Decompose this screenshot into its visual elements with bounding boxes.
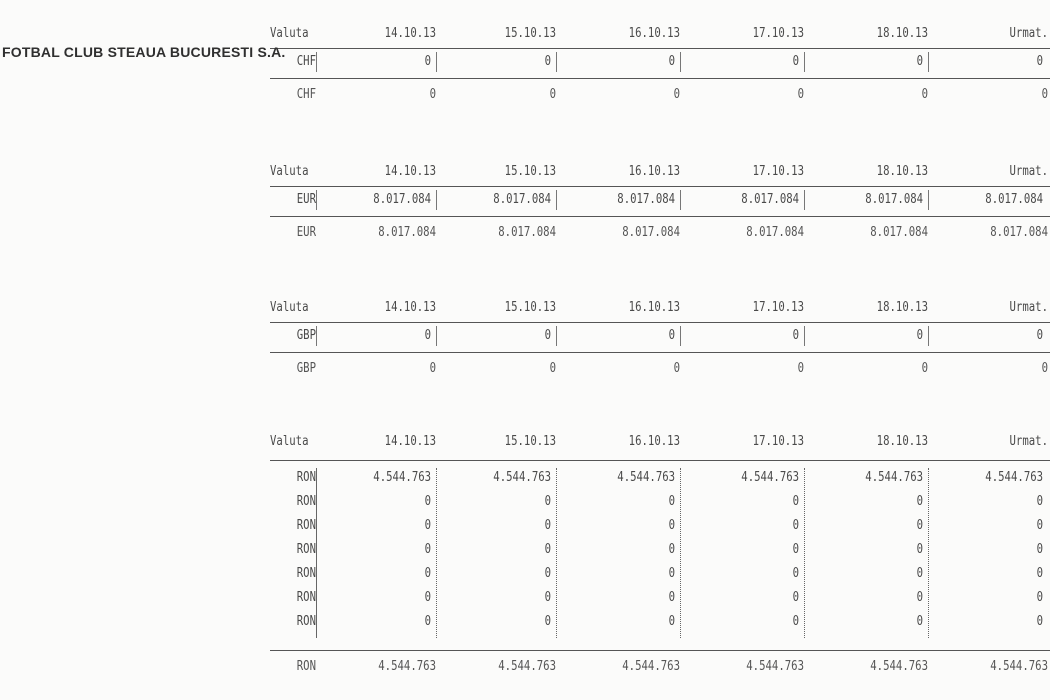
- row-value: 4.544.763: [493, 470, 552, 485]
- row-value: 0: [668, 590, 676, 605]
- cell-border: [316, 190, 317, 210]
- header-date: 18.10.13: [876, 26, 928, 41]
- row-value: 0: [668, 494, 676, 509]
- table-header-row: [270, 22, 1050, 46]
- total-row: [270, 655, 1050, 679]
- cell-border: [804, 326, 805, 346]
- table-row: [270, 586, 1050, 610]
- total-currency: RON: [296, 659, 316, 674]
- row-value: 0: [424, 542, 432, 557]
- cell-border: [436, 190, 437, 210]
- cell-border: [680, 190, 681, 210]
- header-currency: Valuta: [270, 434, 309, 449]
- cell-border: [928, 326, 929, 346]
- cell-border: [804, 190, 805, 210]
- total-value: 8.017.084: [746, 225, 804, 240]
- total-value: 8.017.084: [378, 225, 436, 240]
- total-value: 0: [549, 361, 556, 376]
- row-value: 4.544.763: [985, 470, 1044, 485]
- total-divider: [270, 352, 1050, 353]
- total-value: 0: [797, 87, 804, 102]
- row-value: 0: [668, 614, 676, 629]
- cell-border: [928, 52, 929, 72]
- header-date: 16.10.13: [628, 26, 680, 41]
- table-row: [270, 188, 1050, 212]
- header-date: 14.10.13: [384, 26, 436, 41]
- total-value: 0: [549, 87, 556, 102]
- header-date: 16.10.13: [628, 164, 680, 179]
- total-divider: [270, 78, 1050, 79]
- row-value: 0: [916, 54, 924, 69]
- row-value: 0: [1036, 542, 1044, 557]
- total-value: 4.544.763: [990, 659, 1048, 674]
- row-value: 0: [1036, 614, 1044, 629]
- total-value: 4.544.763: [498, 659, 556, 674]
- cell-border: [680, 326, 681, 346]
- row-value: 0: [792, 328, 800, 343]
- cell-border: [556, 326, 557, 346]
- divider: [270, 460, 1050, 461]
- row-value: 0: [544, 518, 552, 533]
- row-value: 0: [792, 614, 800, 629]
- ron-rows: [270, 466, 1050, 634]
- total-value: 8.017.084: [990, 225, 1048, 240]
- header-date: 15.10.13: [504, 300, 556, 315]
- row-currency: RON: [296, 614, 316, 629]
- row-currency: RON: [296, 518, 316, 533]
- header-next: Urmat.: [1009, 300, 1048, 315]
- row-value: 0: [916, 590, 924, 605]
- row-value: 0: [792, 518, 800, 533]
- total-value: 0: [1041, 87, 1048, 102]
- row-value: 0: [1036, 518, 1044, 533]
- row-value: 0: [668, 518, 676, 533]
- table-header-row: [270, 160, 1050, 184]
- table-row: [270, 562, 1050, 586]
- row-value: 0: [916, 566, 924, 581]
- cell-border: [436, 326, 437, 346]
- currency-table-gbp: [270, 296, 1050, 381]
- header-date: 14.10.13: [384, 164, 436, 179]
- total-value: 4.544.763: [870, 659, 928, 674]
- header-date: 17.10.13: [752, 434, 804, 449]
- table-row: [270, 324, 1050, 348]
- row-currency: RON: [296, 494, 316, 509]
- row-value: 8.017.084: [493, 192, 552, 207]
- row-value: 0: [916, 494, 924, 509]
- divider: [270, 322, 1050, 323]
- total-divider: [270, 216, 1050, 217]
- table-row: [270, 466, 1050, 490]
- total-row: [270, 221, 1050, 245]
- row-currency: EUR: [296, 192, 316, 207]
- header-date: 15.10.13: [504, 164, 556, 179]
- row-value: 0: [544, 590, 552, 605]
- header-currency: Valuta: [270, 164, 309, 179]
- row-value: 0: [544, 494, 552, 509]
- row-value: 0: [424, 566, 432, 581]
- row-value: 0: [916, 542, 924, 557]
- row-currency: RON: [296, 542, 316, 557]
- header-date: 15.10.13: [504, 434, 556, 449]
- row-value: 0: [1036, 566, 1044, 581]
- row-currency: GBP: [296, 328, 316, 343]
- table-row: [270, 538, 1050, 562]
- header-date: 14.10.13: [384, 300, 436, 315]
- row-value: 0: [544, 566, 552, 581]
- cell-border: [316, 52, 317, 72]
- cell-border: [316, 326, 317, 346]
- row-currency: RON: [296, 566, 316, 581]
- company-name: FOTBAL CLUB STEAUA BUCURESTI S.A.: [2, 44, 286, 60]
- row-value: 0: [668, 566, 676, 581]
- currency-table-chf: [270, 22, 1050, 107]
- header-date: 14.10.13: [384, 434, 436, 449]
- row-value: 0: [792, 494, 800, 509]
- row-value: 0: [1036, 54, 1044, 69]
- total-row: [270, 357, 1050, 381]
- table-row: [270, 514, 1050, 538]
- row-value: 0: [424, 54, 432, 69]
- total-value: 0: [921, 87, 928, 102]
- header-date: 17.10.13: [752, 164, 804, 179]
- header-currency: Valuta: [270, 300, 309, 315]
- row-value: 0: [544, 542, 552, 557]
- cell-border: [804, 52, 805, 72]
- row-value: 0: [668, 328, 676, 343]
- row-value: 4.544.763: [373, 470, 432, 485]
- row-value: 0: [668, 542, 676, 557]
- header-date: 18.10.13: [876, 434, 928, 449]
- header-date: 17.10.13: [752, 300, 804, 315]
- header-date: 17.10.13: [752, 26, 804, 41]
- row-value: 0: [668, 54, 676, 69]
- row-value: 4.544.763: [741, 470, 800, 485]
- row-currency: RON: [296, 590, 316, 605]
- header-next: Urmat.: [1009, 434, 1048, 449]
- total-currency: GBP: [296, 361, 316, 376]
- table-row: [270, 610, 1050, 634]
- row-value: 8.017.084: [741, 192, 800, 207]
- row-currency: RON: [296, 470, 316, 485]
- total-row: [270, 83, 1050, 107]
- row-value: 0: [424, 518, 432, 533]
- total-value: 0: [673, 87, 680, 102]
- total-value: 4.544.763: [378, 659, 436, 674]
- table-row: [270, 490, 1050, 514]
- row-value: 0: [792, 566, 800, 581]
- cell-border: [556, 52, 557, 72]
- row-value: 0: [544, 328, 552, 343]
- row-value: 4.544.763: [865, 470, 924, 485]
- header-date: 16.10.13: [628, 300, 680, 315]
- row-value: 0: [792, 590, 800, 605]
- header-date: 15.10.13: [504, 26, 556, 41]
- header-next: Urmat.: [1009, 164, 1048, 179]
- row-value: 0: [544, 54, 552, 69]
- row-currency: CHF: [296, 54, 316, 69]
- header-date: 18.10.13: [876, 164, 928, 179]
- total-currency: CHF: [296, 87, 316, 102]
- total-value: 0: [1041, 361, 1048, 376]
- total-value: 4.544.763: [746, 659, 804, 674]
- total-value: 0: [673, 361, 680, 376]
- row-value: 8.017.084: [985, 192, 1044, 207]
- currency-table-eur: [270, 160, 1050, 245]
- row-value: 0: [916, 328, 924, 343]
- cell-border: [436, 52, 437, 72]
- total-value: 0: [921, 361, 928, 376]
- row-value: 0: [792, 54, 800, 69]
- row-value: 0: [424, 590, 432, 605]
- row-value: 0: [424, 614, 432, 629]
- total-value: 8.017.084: [870, 225, 928, 240]
- cell-border: [556, 190, 557, 210]
- row-value: 8.017.084: [617, 192, 676, 207]
- row-value: 4.544.763: [617, 470, 676, 485]
- total-currency: EUR: [296, 225, 316, 240]
- header-currency: Valuta: [270, 26, 309, 41]
- divider: [270, 186, 1050, 187]
- table-row: [270, 50, 1050, 74]
- row-value: 0: [424, 328, 432, 343]
- row-value: 8.017.084: [865, 192, 924, 207]
- total-divider: [270, 650, 1050, 651]
- row-value: 0: [1036, 590, 1044, 605]
- table-header-row: [270, 430, 1050, 454]
- cell-border: [680, 52, 681, 72]
- total-value: 8.017.084: [622, 225, 680, 240]
- row-value: 0: [424, 494, 432, 509]
- currency-table-ron: [270, 430, 1050, 679]
- total-value: 0: [797, 361, 804, 376]
- divider: [270, 48, 1050, 49]
- header-next: Urmat.: [1009, 26, 1048, 41]
- row-value: 0: [792, 542, 800, 557]
- header-date: 16.10.13: [628, 434, 680, 449]
- total-value: 0: [429, 87, 436, 102]
- total-value: 0: [429, 361, 436, 376]
- row-value: 0: [544, 614, 552, 629]
- row-value: 8.017.084: [373, 192, 432, 207]
- total-value: 8.017.084: [498, 225, 556, 240]
- cell-border: [928, 190, 929, 210]
- total-value: 4.544.763: [622, 659, 680, 674]
- row-value: 0: [916, 518, 924, 533]
- row-value: 0: [1036, 328, 1044, 343]
- row-value: 0: [1036, 494, 1044, 509]
- row-value: 0: [916, 614, 924, 629]
- table-header-row: [270, 296, 1050, 320]
- header-date: 18.10.13: [876, 300, 928, 315]
